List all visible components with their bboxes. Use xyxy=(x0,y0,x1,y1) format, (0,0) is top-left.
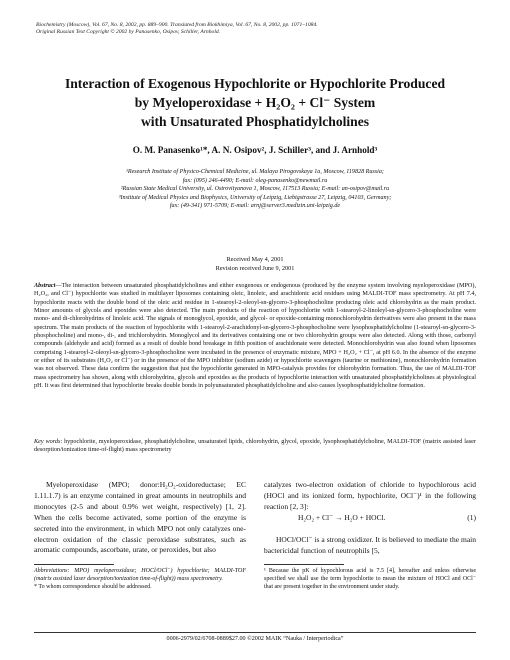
footnotes-left xyxy=(34,568,246,591)
revised-date: Revision received June 9, 2001 xyxy=(215,264,295,272)
footnote-divider xyxy=(264,564,344,565)
correspondence-footnote: * To whom correspondence should be addressed. xyxy=(34,583,152,590)
affiliation-line: ³Institute of Medical Physics and Biophysics, University of Leipzig, Liebigstrasse 27, Leipzig, 04103, Germany; xyxy=(118,194,392,201)
title-line-3: with Unsaturated Phosphatidylcholines xyxy=(140,114,370,129)
equation-text: H₂O₂ + Cl⁻ → H₂O + HOCl. xyxy=(298,513,386,522)
keywords-label: Key words xyxy=(34,438,61,445)
abbreviations-footnote: Abbreviations: MPO) myeloperoxidase; HOCl/OCl⁻) hypochlorite; MALDI-TOF (matrix assisted laser desorption/ionization time-of-flight)) mass spectrometry. xyxy=(34,568,246,582)
header-line-2: Original Russian Text Copyright © 2002 by Panasenko, Osipov, Schiller, Arnhold. xyxy=(36,29,221,35)
journal-header xyxy=(36,22,476,36)
body-paragraph: HOCl/OCl⁻ is a strong oxidizer. It is believed to mediate the main bactericidal function of neutrophils [5, xyxy=(264,535,476,555)
footer-divider xyxy=(34,632,476,633)
title-line-1: Interaction of Exogenous Hypochlorite or Hypochlorite Produced xyxy=(64,76,446,91)
body-paragraph: Myeloperoxidase (MPO; donor:H₂O₂-oxidoreductase; EC 1.11.1.7) is an enzyme contained in great amounts in neutrophils and monocytes (2-5 and about 0.9% wet weight, respectively) [1, 2]. When the cells become activated, some portion of the enzyme is secreted into the environment, in which MPO not only catalyzes one-electron oxidation of the classic peroxidase substrates, such as aromatic compounds, ascorbate, urate, or peroxides, but also xyxy=(34,480,246,555)
keywords-text: : hypochlorite, myeloperoxidase, phosphatidylcholine, unsaturated lipids, chlorohydrin, glycol, epoxide, lysophosphatidylcholine, MALDI-TOF (matrix assisted laser desorption/ionization time-of-flight) mass spectrometry xyxy=(34,438,476,454)
abstract xyxy=(34,282,476,390)
submission-dates xyxy=(40,256,470,273)
footnote-right: ¹ Because the pK of hypochlorous acid is 7.5 [4], hereafter and unless otherwise specified we shall use the term hypochlorite to mean the mixture of HOCl and OCl⁻ that are present together in the environment under study. xyxy=(264,568,476,590)
abstract-text: —The interaction between unsaturated phosphatidylcholines and either exogenous or endogenous (produced by the enzyme system involving myeloperoxidase (MPO), H₂O₂, and Cl⁻) hypochlorite was studied in multilayer liposomes containing oleic, linoleic, and arachidonic acid residues using MALDI-TOF mass spectrometry. At pH 7.4, hypochlorite reacts with the double bond of the oleic acid residue in 1-stearoyl-2-oleoyl-sn-glycero-3-phosphocholine producing oleic acid chlorohydrin as the main product. Minor amounts of glycols and epoxides were also detected. The main products of the reaction of hypochlorite with 1-stearoyl-2-linoleyl-sn-glycero-3-phosphocholine were mono- and di-chlorohydrins of linoleic acid. The signals of monoglycol, epoxide, and glycol- or epoxide-containing monochlorohydrin derivatives were also present in the mass spectrum. The main products of the reaction of hypochlorite with 1-stearoyl-2-arachidonyl-sn-glycero-3-phosphocholine were lysophosphatidylcholine (1-stearoyl-sn-glycero-3-phosphocholine) and mono-, di-, and trichlorohydrin. Monoglycol and its derivatives containing one or two chlorohydrin groups were also detected. Along with those, carbonyl compounds (aldehyde and acid) formed as a result of double bond breakage in fifth position of arachidonate were detected. Monochlorohydrin was also found when liposomes comprising 1-stearoyl-2-oleoyl-sn-glycero-3-phosphocholine were incubated in the presence of enzymatic mixture, MPO + H₂O₂ + Cl⁻, at pH 6.0. In the absence of the enzyme or either of its substrates (H₂O₂ or Cl⁻) or in the presence of the MPO inhibitor (sodium azide) or hypochlorite scavengers (taurine or methionine), monochlorohydrin formation was not observed. These data confirm the suggestion that just the hypochlorite generated in MPO-catalysis provides for chlorohydrin formation. Thus, the use of MALDI-TOF mass spectrometry has shown, along with chlorohydrins, glycols and epoxides as the products of hypochlorite interaction with unsaturated phosphatidylcholines at physiological pH. It was first determined that hypochlorite breaks double bonds in polyunsaturated phosphatidylcholine and also causes lysophosphatidylcholine formation. xyxy=(34,282,476,390)
publisher-footer: 0006-2979/02/6708-0889$27.00 ©2002 MAIK “Nauka / Interperiodica” xyxy=(166,636,344,642)
title-line-2: by Myeloperoxidase + H₂O₂ + Cl⁻ System xyxy=(134,95,376,110)
affiliation-line: fax: (095) 246-4490; E-mail: oleg-panasenko@newmail.ru xyxy=(182,177,328,184)
keywords xyxy=(34,438,476,455)
affiliations xyxy=(40,168,470,211)
affiliation-line: fax: (49-341) 971-5709; E-mail: arnj@server3.medizin.uni-leipzig.de xyxy=(169,203,341,210)
equation-number: (1) xyxy=(467,513,476,522)
body-column-right xyxy=(264,480,476,513)
author-list: O. M. Panasenko¹*, A. N. Osipov², J. Schiller³, and J. Arnhold³ xyxy=(132,145,378,155)
affiliation-line: ¹Research Institute of Physico-Chemical Medicine, ul. Malaya Pirogovskaya 1a, Moscow, 119828 Russia; xyxy=(126,169,384,175)
received-date: Received May 4, 2001 xyxy=(226,256,284,263)
abstract-label: Abstract xyxy=(34,282,56,289)
affiliation-line: ²Russian State Medical University, ul. Ostrovityanova 1, Moscow, 117513 Russia; E-mail: an-osipov@mail.ru xyxy=(120,186,390,193)
body-column-left xyxy=(34,480,246,556)
body-paragraph: catalyzes two-electron oxidation of chloride to hypochlorous acid (HOCl and its ionized form, hypochlorite, OCl⁻)¹ in the following reaction [2, 3]: xyxy=(264,480,476,511)
paper-title xyxy=(30,74,480,131)
footnote-divider xyxy=(34,564,114,565)
header-line-1: Biochemistry (Moscow), Vol. 67, No. 8, 2002, pp. 889–900. Translated from Biokhimiya, Vol. 67, No. 8, 2002, pp. 1071–1084. xyxy=(36,22,318,28)
